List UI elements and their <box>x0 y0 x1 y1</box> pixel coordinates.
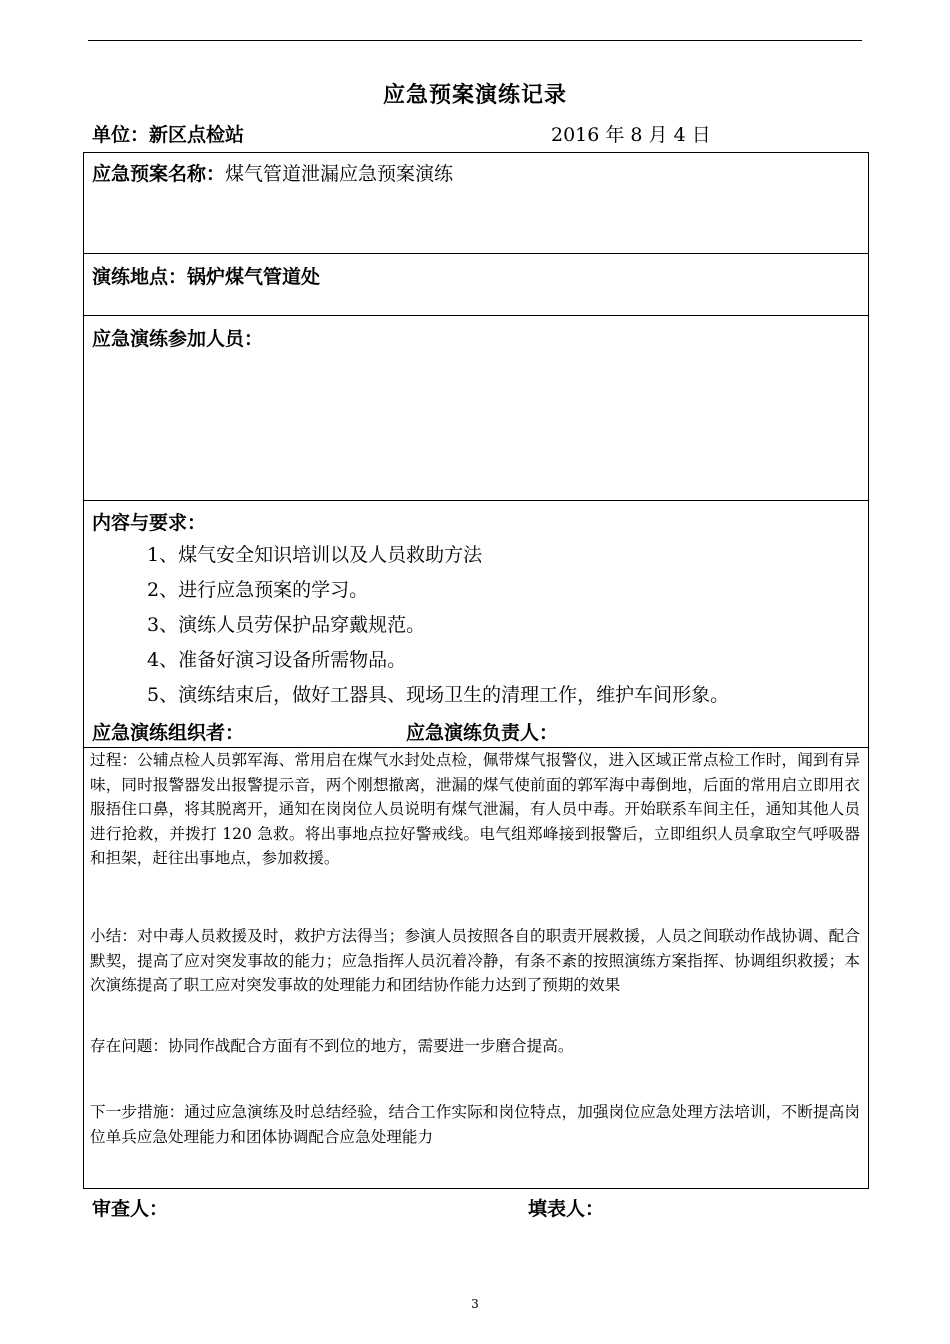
location-label: 演练地点： <box>92 266 188 288</box>
requirements-section <box>83 500 869 748</box>
reviewer-label: 审查人： <box>92 1198 169 1220</box>
requirement-item: 5、演练结束后，做好工器具、现场卫生的清理工作，维护车间形象。 <box>147 684 730 706</box>
participants-row <box>83 315 869 501</box>
process-section <box>83 747 869 1189</box>
requirement-item: 3、演练人员劳保护品穿戴规范。 <box>147 614 426 636</box>
requirements-title: 内容与要求： <box>92 512 207 534</box>
process-text: 过程：公辅点检人员郭军海、常用启在煤气水封处点检，佩带煤气报警仪，进入区域正常点检工作时，闻到有异味，同时报警器发出报警提示音，两个刚想撤离，泄漏的煤气使前面的郭军海中毒倒地，后面的常用启立即用衣服捂住口鼻，将其脱离开，通知在岗岗位人员说明有煤气泄漏，有人员中毒。开始联系车间主任，通知其他人员进行抢救，并拨打 120 急救。将出事地点拉好警戒线。电气组郑峰接到报警后，立即组织人员拿取空气呼吸器和担架，赶往出事地点，参加救援。 <box>90 751 860 867</box>
header-rule <box>88 40 862 41</box>
filler-label: 填表人： <box>528 1198 605 1220</box>
requirement-item: 2、进行应急预案的学习。 <box>147 579 369 601</box>
location-row <box>83 253 869 316</box>
participants-label: 应急演练参加人员： <box>92 328 264 350</box>
location-value: 锅炉煤气管道处 <box>187 266 321 288</box>
location-field <box>92 262 320 289</box>
plan-name-label: 应急预案名称： <box>92 163 226 185</box>
responsible-label: 应急演练负责人： <box>406 722 559 744</box>
next-steps-text: 下一步措施：通过应急演练及时总结经验，结合工作实际和岗位特点，加强岗位应急处理方法培训，不断提高岗位单兵应急处理能力和团体协调配合应急处理能力 <box>90 1103 860 1146</box>
organizer-label: 应急演练组织者： <box>92 722 245 744</box>
requirement-item: 4、准备好演习设备所需物品。 <box>147 649 407 671</box>
page-title: 应急预案演练记录 <box>382 83 567 108</box>
summary-text: 小结：对中毒人员救援及时，救护方法得当；参演人员按照各自的职责开展救援，人员之间联动作战协调、配合默契，提高了应对突发事故的能力；应急指挥人员沉着冷静，有条不紊的按照演练方案指挥、协调组织救援；本次演练提高了职工应对突发事故的处理能力和团结协作能力达到了预期的效果 <box>90 927 860 994</box>
unit-label: 单位：新区点检站 <box>92 124 245 146</box>
plan-name-value: 煤气管道泄漏应急预案演练 <box>225 163 454 185</box>
plan-name-field <box>92 159 453 186</box>
date-label: 2016 年 8 月 4 日 <box>551 124 711 146</box>
requirement-item: 1、煤气安全知识培训以及人员救助方法 <box>147 544 483 566</box>
page-number: 3 <box>471 1297 479 1311</box>
plan-name-row <box>83 152 869 254</box>
problems-text: 存在问题：协同作战配合方面有不到位的地方，需要进一步磨合提高。 <box>90 1037 574 1055</box>
